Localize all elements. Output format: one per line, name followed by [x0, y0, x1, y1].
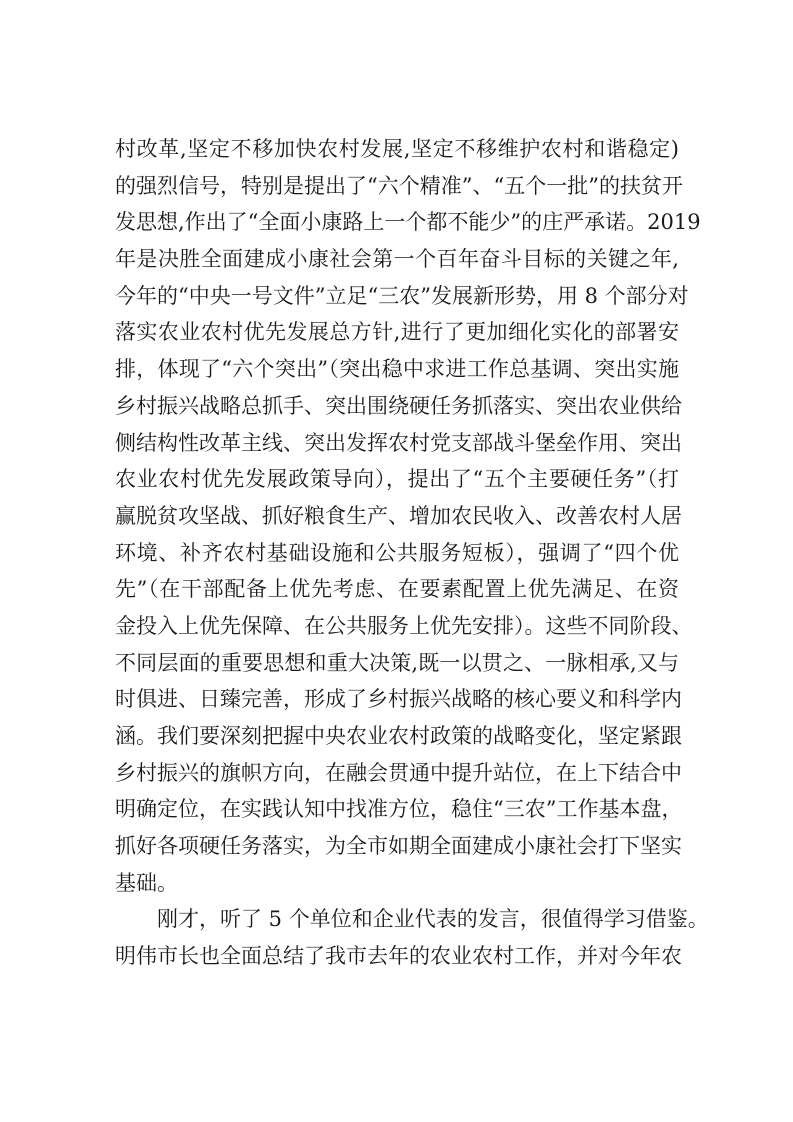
text-line: 时俱进、日臻完善，形成了乡村振兴战略的核心要义和科学内 [115, 687, 682, 712]
text-line: 年是决胜全面建成小康社会第一个百年奋斗目标的关键之年, [115, 247, 679, 272]
text-line: 基础。 [115, 870, 178, 895]
text-line: 今年的“中央一号文件”立足“三农”发展新形势，用 8 个部分对 [115, 283, 689, 308]
paragraph [115, 131, 701, 901]
text-line: 明确定位，在实践认知中找准方位，稳住“三农”工作基本盘， [115, 797, 683, 822]
text-line: 抓好各项硬任务落实，为全市如期全面建成小康社会打下坚实 [115, 834, 682, 859]
text-line: 刚才，听了 5 个单位和企业代表的发言，很值得学习借鉴。 [157, 907, 709, 932]
text-line: 发思想,作出了“全面小康路上一个都不能少”的庄严承诺。2019 [115, 210, 701, 235]
text-line: 不同层面的重要思想和重大决策,既一以贯之、一脉相承,又与 [115, 650, 679, 675]
text-line: 乡村振兴战略总抓手、突出围绕硬任务抓落实、突出农业供给 [115, 393, 682, 418]
paragraph [115, 901, 709, 974]
text-line: 村改革,坚定不移加快农村发展,坚定不移维护农村和谐稳定) [115, 137, 679, 161]
text-line: 农业农村优先发展政策导向），提出了“五个主要硬任务”（打 [115, 467, 679, 492]
text-line: 的强烈信号，特别是提出了“六个精准”、“五个一批”的扶贫开 [115, 173, 683, 198]
text-line: 金投入上优先保障、在公共服务上优先安排）。这些不同阶段、 [115, 613, 693, 638]
text-line: 赢脱贫攻坚战、抓好粮食生产、增加农民收入、改善农村人居 [115, 503, 682, 528]
text-line: 乡村振兴的旗帜方向，在融会贯通中提升站位，在上下结合中 [115, 760, 682, 785]
text-line: 明伟市长也全面总结了我市去年的农业农村工作，并对今年农 [115, 944, 682, 969]
text-line: 环境、补齐农村基础设施和公共服务短板），强调了“四个优 [115, 540, 679, 565]
text-line: 先”（在干部配备上优先考虑、在要素配置上优先满足、在资 [115, 577, 679, 602]
text-line: 排，体现了“六个突出”（突出稳中求进工作总基调、突出实施 [115, 357, 679, 382]
text-line: 侧结构性改革主线、突出发挥农村党支部战斗堡垒作用、突出 [115, 430, 682, 455]
document-body [115, 131, 709, 975]
text-line: 落实农业农村优先发展总方针,进行了更加细化实化的部署安 [115, 320, 679, 345]
text-line: 涵。我们要深刻把握中央农业农村政策的战略变化，坚定紧跟 [115, 724, 682, 748]
